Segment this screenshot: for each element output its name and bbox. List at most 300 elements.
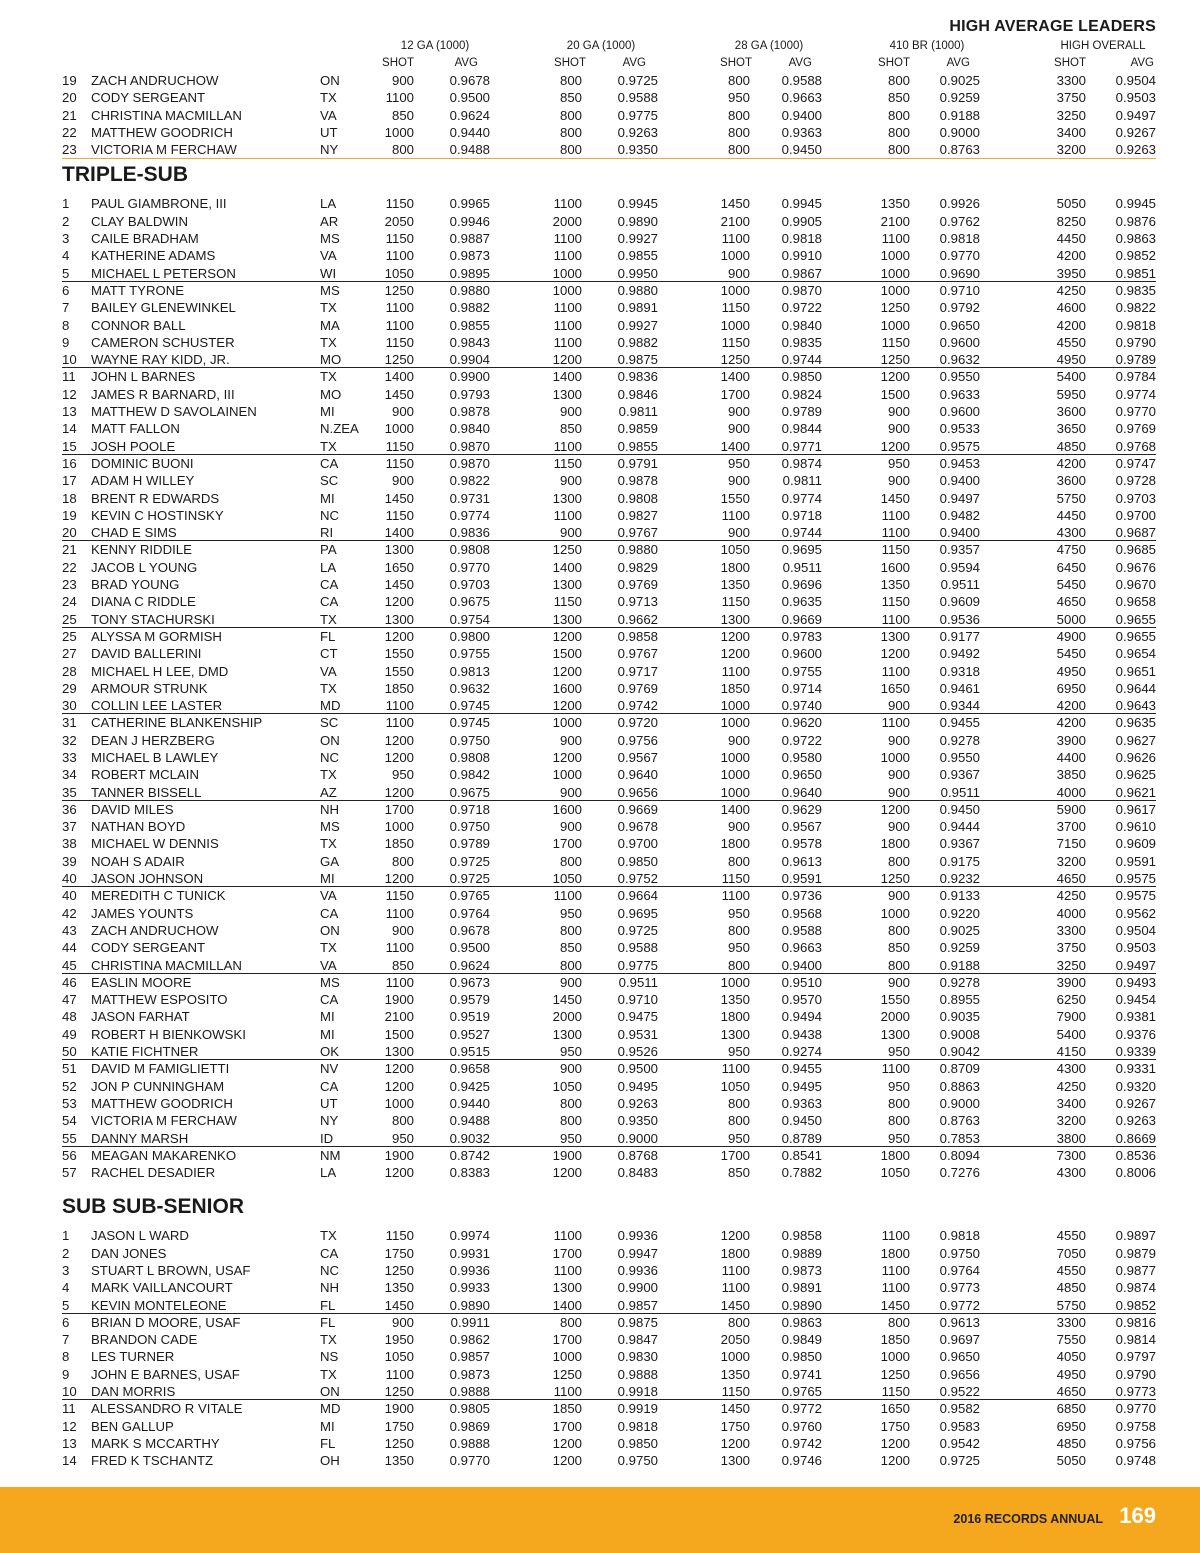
avg-20ga-cell: 0.9808 [617,490,658,506]
shot-28ga-cell: 2050 [720,1332,750,1348]
shot-12ga-cell: 1100 [385,90,414,106]
avg-20ga-cell: 0.9830 [617,1349,658,1365]
avg-410br-cell: 0.9461 [939,680,980,696]
name-cell: ZACH ANDRUCHOW [91,922,219,938]
column-avg-high-overall: AVG [1130,57,1154,69]
avg-overall-cell: 0.9687 [1115,525,1156,541]
state-cell: LA [320,1165,337,1181]
table-row [0,72,1200,89]
shot-20ga-cell: 850 [559,421,582,437]
state-cell: TX [320,611,337,627]
avg-overall-cell: 0.9575 [1115,871,1156,887]
column-shot-28ga: SHOT [720,57,752,69]
shot-overall-cell: 4300 [1056,1061,1086,1077]
shot-28ga-cell: 800 [727,1095,750,1111]
shot-20ga-cell: 1100 [553,196,582,212]
shot-overall-cell: 3850 [1056,767,1086,783]
state-cell: TX [320,438,337,454]
avg-410br-cell: 0.9042 [939,1044,980,1060]
shot-12ga-cell: 1200 [384,594,414,610]
shot-410br-cell: 1000 [880,905,910,921]
shot-28ga-cell: 900 [727,525,750,541]
shot-12ga-cell: 2050 [384,213,414,229]
table-row [0,1348,1200,1365]
state-cell: TX [320,90,337,106]
state-cell: CT [320,646,338,662]
shot-12ga-cell: 1100 [385,1366,414,1382]
table-row [0,628,1200,645]
shot-28ga-cell: 1800 [720,836,750,852]
table-row [0,905,1200,922]
shot-28ga-cell: 1000 [720,317,750,333]
rank-cell: 16 [62,455,77,471]
avg-28ga-cell: 0.9811 [782,473,822,489]
rank-cell: 51 [62,1061,77,1077]
shot-410br-cell: 900 [887,698,910,714]
shot-410br-cell: 1050 [880,1165,910,1181]
avg-12ga-cell: 0.9882 [449,300,490,316]
avg-28ga-cell: 0.9588 [781,73,822,88]
avg-12ga-cell: 0.9857 [449,1349,490,1365]
avg-20ga-cell: 0.9588 [617,940,658,956]
avg-28ga-cell: 0.9849 [781,1332,822,1348]
shot-410br-cell: 800 [887,107,910,123]
table-row [0,89,1200,106]
rank-cell: 10 [62,352,77,368]
avg-410br-cell: 0.9772 [939,1297,980,1313]
shot-20ga-cell: 1900 [552,1147,582,1163]
shot-20ga-cell: 800 [559,107,582,123]
shot-20ga-cell: 1150 [553,594,582,610]
avg-28ga-cell: 0.9870 [781,282,822,298]
rank-cell: 11 [62,369,76,385]
rank-cell: 2 [62,1245,70,1261]
rank-cell: 5 [62,1297,70,1313]
shot-20ga-cell: 1100 [553,248,582,264]
avg-overall-cell: 0.9703 [1115,490,1156,506]
avg-20ga-cell: 0.9927 [617,231,658,247]
state-cell: CA [320,992,339,1008]
shot-overall-cell: 4200 [1056,455,1086,471]
table-row [0,974,1200,991]
avg-12ga-cell: 0.9515 [449,1044,490,1060]
avg-12ga-cell: 0.9888 [449,1384,490,1400]
avg-410br-cell: 0.9492 [939,646,980,662]
avg-410br-cell: 0.8763 [939,1113,980,1129]
shot-12ga-cell: 1550 [384,646,414,662]
name-cell: DAVID MILES [91,801,174,817]
state-cell: ON [320,732,340,748]
avg-410br-cell: 0.9926 [939,196,980,212]
rank-cell: 18 [62,490,77,506]
avg-410br-cell: 0.9025 [939,73,980,88]
avg-28ga-cell: 0.9835 [781,334,822,350]
shot-12ga-cell: 900 [391,922,414,938]
shot-20ga-cell: 800 [559,142,582,158]
avg-20ga-cell: 0.9875 [617,1314,658,1330]
shot-overall-cell: 4900 [1056,628,1086,644]
avg-12ga-cell: 0.9703 [449,577,490,593]
avg-overall-cell: 0.9654 [1115,646,1156,662]
shot-410br-cell: 1000 [880,282,910,298]
shot-12ga-cell: 1150 [385,507,414,523]
avg-overall-cell: 0.8006 [1115,1165,1156,1181]
shot-28ga-cell: 800 [727,1314,750,1330]
shot-12ga-cell: 1200 [384,1165,414,1181]
shot-12ga-cell: 1000 [384,124,414,140]
avg-20ga-cell: 0.9875 [617,352,658,368]
shot-20ga-cell: 1150 [553,455,582,471]
shot-20ga-cell: 1200 [552,663,582,679]
avg-overall-cell: 0.8669 [1115,1130,1156,1146]
shot-28ga-cell: 1200 [720,628,750,644]
avg-28ga-cell: 0.9455 [781,1061,822,1077]
avg-28ga-cell: 0.9696 [781,577,822,593]
table-row [0,1418,1200,1435]
table-row [0,835,1200,852]
shot-12ga-cell: 1100 [385,317,414,333]
avg-20ga-cell: 0.9882 [617,334,658,350]
avg-20ga-cell: 0.9829 [617,559,658,575]
name-cell: DOMINIC BUONI [91,455,194,471]
shot-20ga-cell: 800 [559,1095,582,1111]
shot-28ga-cell: 1000 [720,974,750,990]
avg-20ga-cell: 0.9878 [617,473,658,489]
shot-overall-cell: 4200 [1056,248,1086,264]
shot-20ga-cell: 2000 [552,213,582,229]
avg-overall-cell: 0.9504 [1115,922,1156,938]
state-cell: VA [320,957,337,973]
state-cell: ID [320,1130,334,1146]
shot-12ga-cell: 1200 [384,1078,414,1094]
avg-28ga-cell: 0.9744 [781,352,822,368]
state-cell: NS [320,1349,339,1365]
state-cell: MS [320,282,340,298]
shot-410br-cell: 1100 [881,525,910,541]
state-cell: UT [320,124,338,140]
table-row [0,1227,1200,1244]
rank-cell: 4 [62,248,70,264]
avg-overall-cell: 0.9562 [1115,905,1156,921]
avg-20ga-cell: 0.9890 [617,213,658,229]
shot-20ga-cell: 1100 [553,231,582,247]
name-cell: MATTHEW D SAVOLAINEN [91,404,257,420]
avg-12ga-cell: 0.9974 [449,1228,490,1244]
table-row [0,507,1200,524]
shot-overall-cell: 5900 [1056,801,1086,817]
avg-20ga-cell: 0.9880 [617,282,658,298]
name-cell: BRIAN D MOORE, USAF [91,1314,241,1330]
avg-12ga-cell: 0.9440 [449,124,490,140]
shot-410br-cell: 1800 [880,1245,910,1261]
shot-12ga-cell: 800 [391,853,414,869]
name-cell: JOSH POOLE [91,438,176,454]
shot-overall-cell: 3400 [1056,124,1086,140]
table-row [0,317,1200,334]
shot-overall-cell: 4000 [1056,905,1086,921]
avg-20ga-cell: 0.9767 [617,646,658,662]
name-cell: MICHAEL L PETERSON [91,265,236,281]
avg-410br-cell: 0.9133 [939,888,980,904]
shot-12ga-cell: 850 [391,957,414,973]
avg-410br-cell: 0.9818 [939,231,980,247]
name-cell: JASON L WARD [91,1228,189,1244]
shot-410br-cell: 900 [887,888,910,904]
avg-overall-cell: 0.9575 [1115,888,1156,904]
shot-12ga-cell: 1100 [385,715,414,731]
state-cell: FL [320,628,336,644]
shot-20ga-cell: 1850 [552,1401,582,1417]
avg-20ga-cell: 0.8768 [617,1147,658,1163]
shot-overall-cell: 3750 [1056,90,1086,106]
shot-12ga-cell: 1150 [385,888,414,904]
table-row [0,1078,1200,1095]
name-cell: CAMERON SCHUSTER [91,334,235,350]
shot-20ga-cell: 1300 [552,490,582,506]
shot-20ga-cell: 1050 [552,871,582,887]
avg-12ga-cell: 0.9678 [449,73,490,88]
shot-overall-cell: 4300 [1056,1165,1086,1181]
state-cell: NC [320,1263,340,1278]
name-cell: BAILEY GLENEWINKEL [91,300,236,316]
avg-28ga-cell: 0.9945 [781,196,822,212]
shot-28ga-cell: 1000 [720,715,750,731]
shot-overall-cell: 4750 [1056,542,1086,558]
avg-12ga-cell: 0.9764 [449,905,490,921]
shot-20ga-cell: 1450 [552,992,582,1008]
avg-12ga-cell: 0.9965 [449,196,490,212]
avg-28ga-cell: 0.9568 [781,905,822,921]
avg-410br-cell: 0.9550 [939,369,980,385]
avg-410br-cell: 0.9650 [939,1349,980,1365]
avg-28ga-cell: 0.9840 [781,317,822,333]
name-cell: KENNY RIDDILE [91,542,192,558]
shot-12ga-cell: 1200 [384,1061,414,1077]
footer-bar [0,1487,1200,1553]
shot-overall-cell: 4650 [1056,871,1086,887]
shot-12ga-cell: 1250 [384,1384,414,1400]
avg-28ga-cell: 0.9744 [781,525,822,541]
avg-28ga-cell: 0.9600 [781,646,822,662]
name-cell: ROBERT H BIENKOWSKI [91,1026,246,1042]
avg-410br-cell: 0.9367 [939,767,980,783]
avg-overall-cell: 0.9770 [1115,404,1156,420]
avg-28ga-cell: 0.9363 [781,1095,822,1111]
state-cell: VA [320,663,337,679]
avg-12ga-cell: 0.9870 [449,455,490,471]
shot-overall-cell: 4850 [1056,1280,1086,1296]
avg-12ga-cell: 0.9579 [449,992,490,1008]
table-row [0,420,1200,437]
avg-410br-cell: 0.9188 [939,957,980,973]
shot-28ga-cell: 1000 [720,784,750,800]
shot-overall-cell: 3300 [1056,1314,1086,1330]
column-shot-20ga: SHOT [554,57,586,69]
state-cell: TX [320,1332,337,1348]
avg-28ga-cell: 0.9570 [781,992,822,1008]
shot-overall-cell: 4050 [1056,1349,1086,1365]
avg-overall-cell: 0.9263 [1115,1113,1156,1129]
state-cell: MI [320,490,335,506]
avg-overall-cell: 0.9685 [1115,542,1156,558]
shot-410br-cell: 1800 [880,836,910,852]
avg-20ga-cell: 0.9350 [617,142,658,158]
state-cell: NV [320,1061,339,1077]
name-cell: DAN JONES [91,1245,167,1261]
avg-20ga-cell: 0.9700 [617,836,658,852]
avg-20ga-cell: 0.9640 [617,767,658,783]
avg-28ga-cell: 0.9867 [781,265,822,281]
shot-28ga-cell: 800 [727,853,750,869]
table-row [0,853,1200,870]
shot-410br-cell: 800 [887,957,910,973]
avg-20ga-cell: 0.9695 [617,905,658,921]
avg-20ga-cell: 0.8483 [617,1165,658,1181]
shot-overall-cell: 4400 [1056,749,1086,765]
avg-410br-cell: 0.9000 [939,124,980,140]
table-row [0,124,1200,141]
avg-28ga-cell: 0.9741 [781,1366,822,1382]
state-cell: FL [320,1314,336,1330]
shot-12ga-cell: 1900 [384,1147,414,1163]
shot-410br-cell: 1000 [880,265,910,281]
shot-20ga-cell: 1700 [552,1332,582,1348]
shot-overall-cell: 6850 [1056,1401,1086,1417]
avg-overall-cell: 0.9591 [1115,853,1156,869]
shot-12ga-cell: 900 [391,1314,414,1330]
table-row [0,1262,1200,1279]
shot-overall-cell: 5750 [1056,1297,1086,1313]
state-cell: MA [320,317,340,333]
state-cell: OH [320,1453,340,1469]
shot-12ga-cell: 1350 [384,1280,414,1296]
avg-12ga-cell: 0.9678 [449,922,490,938]
name-cell: CODY SERGEANT [91,90,206,106]
table-row [0,368,1200,385]
name-cell: DANNY MARSH [91,1130,189,1146]
shot-20ga-cell: 1700 [552,1418,582,1434]
avg-410br-cell: 0.9455 [939,715,980,731]
table-row [0,1331,1200,1348]
state-cell: NY [320,1113,339,1129]
avg-410br-cell: 0.9773 [939,1280,980,1296]
shot-28ga-cell: 900 [727,473,750,489]
avg-20ga-cell: 0.9836 [617,369,658,385]
table-row [0,1297,1200,1314]
avg-12ga-cell: 0.9888 [449,1435,490,1451]
shot-12ga-cell: 900 [391,73,414,88]
shot-overall-cell: 7050 [1056,1245,1086,1261]
state-cell: SC [320,473,339,489]
shot-28ga-cell: 1400 [720,369,750,385]
avg-410br-cell: 0.9450 [939,801,980,817]
name-cell: DIANA C RIDDLE [91,594,196,610]
rank-cell: 46 [62,974,77,990]
avg-12ga-cell: 0.9632 [449,680,490,696]
shot-410br-cell: 900 [887,421,910,437]
avg-overall-cell: 0.9790 [1115,1366,1156,1382]
rank-cell: 52 [62,1078,77,1094]
avg-12ga-cell: 0.9440 [449,1095,490,1111]
avg-overall-cell: 0.9835 [1115,282,1156,298]
avg-20ga-cell: 0.9888 [617,1366,658,1382]
avg-28ga-cell: 0.9722 [781,732,822,748]
rank-cell: 30 [62,698,77,714]
shot-28ga-cell: 1150 [721,334,750,350]
shot-overall-cell: 3600 [1056,473,1086,489]
avg-20ga-cell: 0.9857 [617,1297,658,1313]
state-cell: CA [320,1245,339,1261]
rank-cell: 29 [62,680,77,696]
name-cell: CODY SERGEANT [91,940,206,956]
avg-12ga-cell: 0.9789 [449,836,490,852]
state-cell: LA [320,559,337,575]
shot-28ga-cell: 1150 [721,871,750,887]
avg-410br-cell: 0.9750 [939,1245,980,1261]
table-row [0,438,1200,455]
table-row [0,1435,1200,1452]
avg-28ga-cell: 0.8789 [781,1130,822,1146]
table-row [0,818,1200,835]
shot-overall-cell: 6950 [1056,1418,1086,1434]
shot-12ga-cell: 1200 [384,628,414,644]
avg-28ga-cell: 0.9774 [781,490,822,506]
shot-overall-cell: 3200 [1056,142,1086,158]
name-cell: COLLIN LEE LASTER [91,698,223,714]
avg-20ga-cell: 0.9756 [617,732,658,748]
shot-28ga-cell: 1200 [720,1435,750,1451]
shot-overall-cell: 4250 [1056,1078,1086,1094]
avg-12ga-cell: 0.9750 [449,732,490,748]
table-row [0,265,1200,282]
avg-20ga-cell: 0.9769 [617,577,658,593]
avg-20ga-cell: 0.9725 [617,73,658,88]
state-cell: CA [320,1078,339,1094]
rank-cell: 12 [62,1418,77,1434]
shot-28ga-cell: 950 [727,940,750,956]
name-cell: MARK VAILLANCOURT [91,1280,233,1296]
table-row [0,490,1200,507]
avg-overall-cell: 0.9493 [1115,974,1156,990]
avg-28ga-cell: 0.9905 [781,213,822,229]
avg-410br-cell: 0.9232 [939,871,980,887]
avg-28ga-cell: 0.9450 [781,142,822,158]
shot-20ga-cell: 800 [559,853,582,869]
avg-overall-cell: 0.9897 [1115,1228,1156,1244]
avg-28ga-cell: 0.9669 [781,611,822,627]
shot-12ga-cell: 900 [391,404,414,420]
avg-12ga-cell: 0.9750 [449,819,490,835]
shot-410br-cell: 1150 [881,594,910,610]
shot-410br-cell: 1600 [880,559,910,575]
rank-cell: 13 [62,1435,77,1451]
avg-410br-cell: 0.9697 [939,1332,980,1348]
shot-12ga-cell: 1250 [384,282,414,298]
shot-overall-cell: 3400 [1056,1095,1086,1111]
state-cell: NM [320,1147,341,1163]
shot-28ga-cell: 2100 [720,213,750,229]
state-cell: NC [320,507,340,523]
table-row [0,213,1200,230]
shot-410br-cell: 1150 [881,1384,910,1400]
rank-cell: 7 [62,1332,70,1348]
state-cell: TX [320,334,337,350]
rank-cell: 47 [62,992,77,1008]
shot-20ga-cell: 1100 [553,300,582,316]
shot-12ga-cell: 1100 [385,300,414,316]
avg-overall-cell: 0.9758 [1115,1418,1156,1434]
table-row [0,230,1200,247]
